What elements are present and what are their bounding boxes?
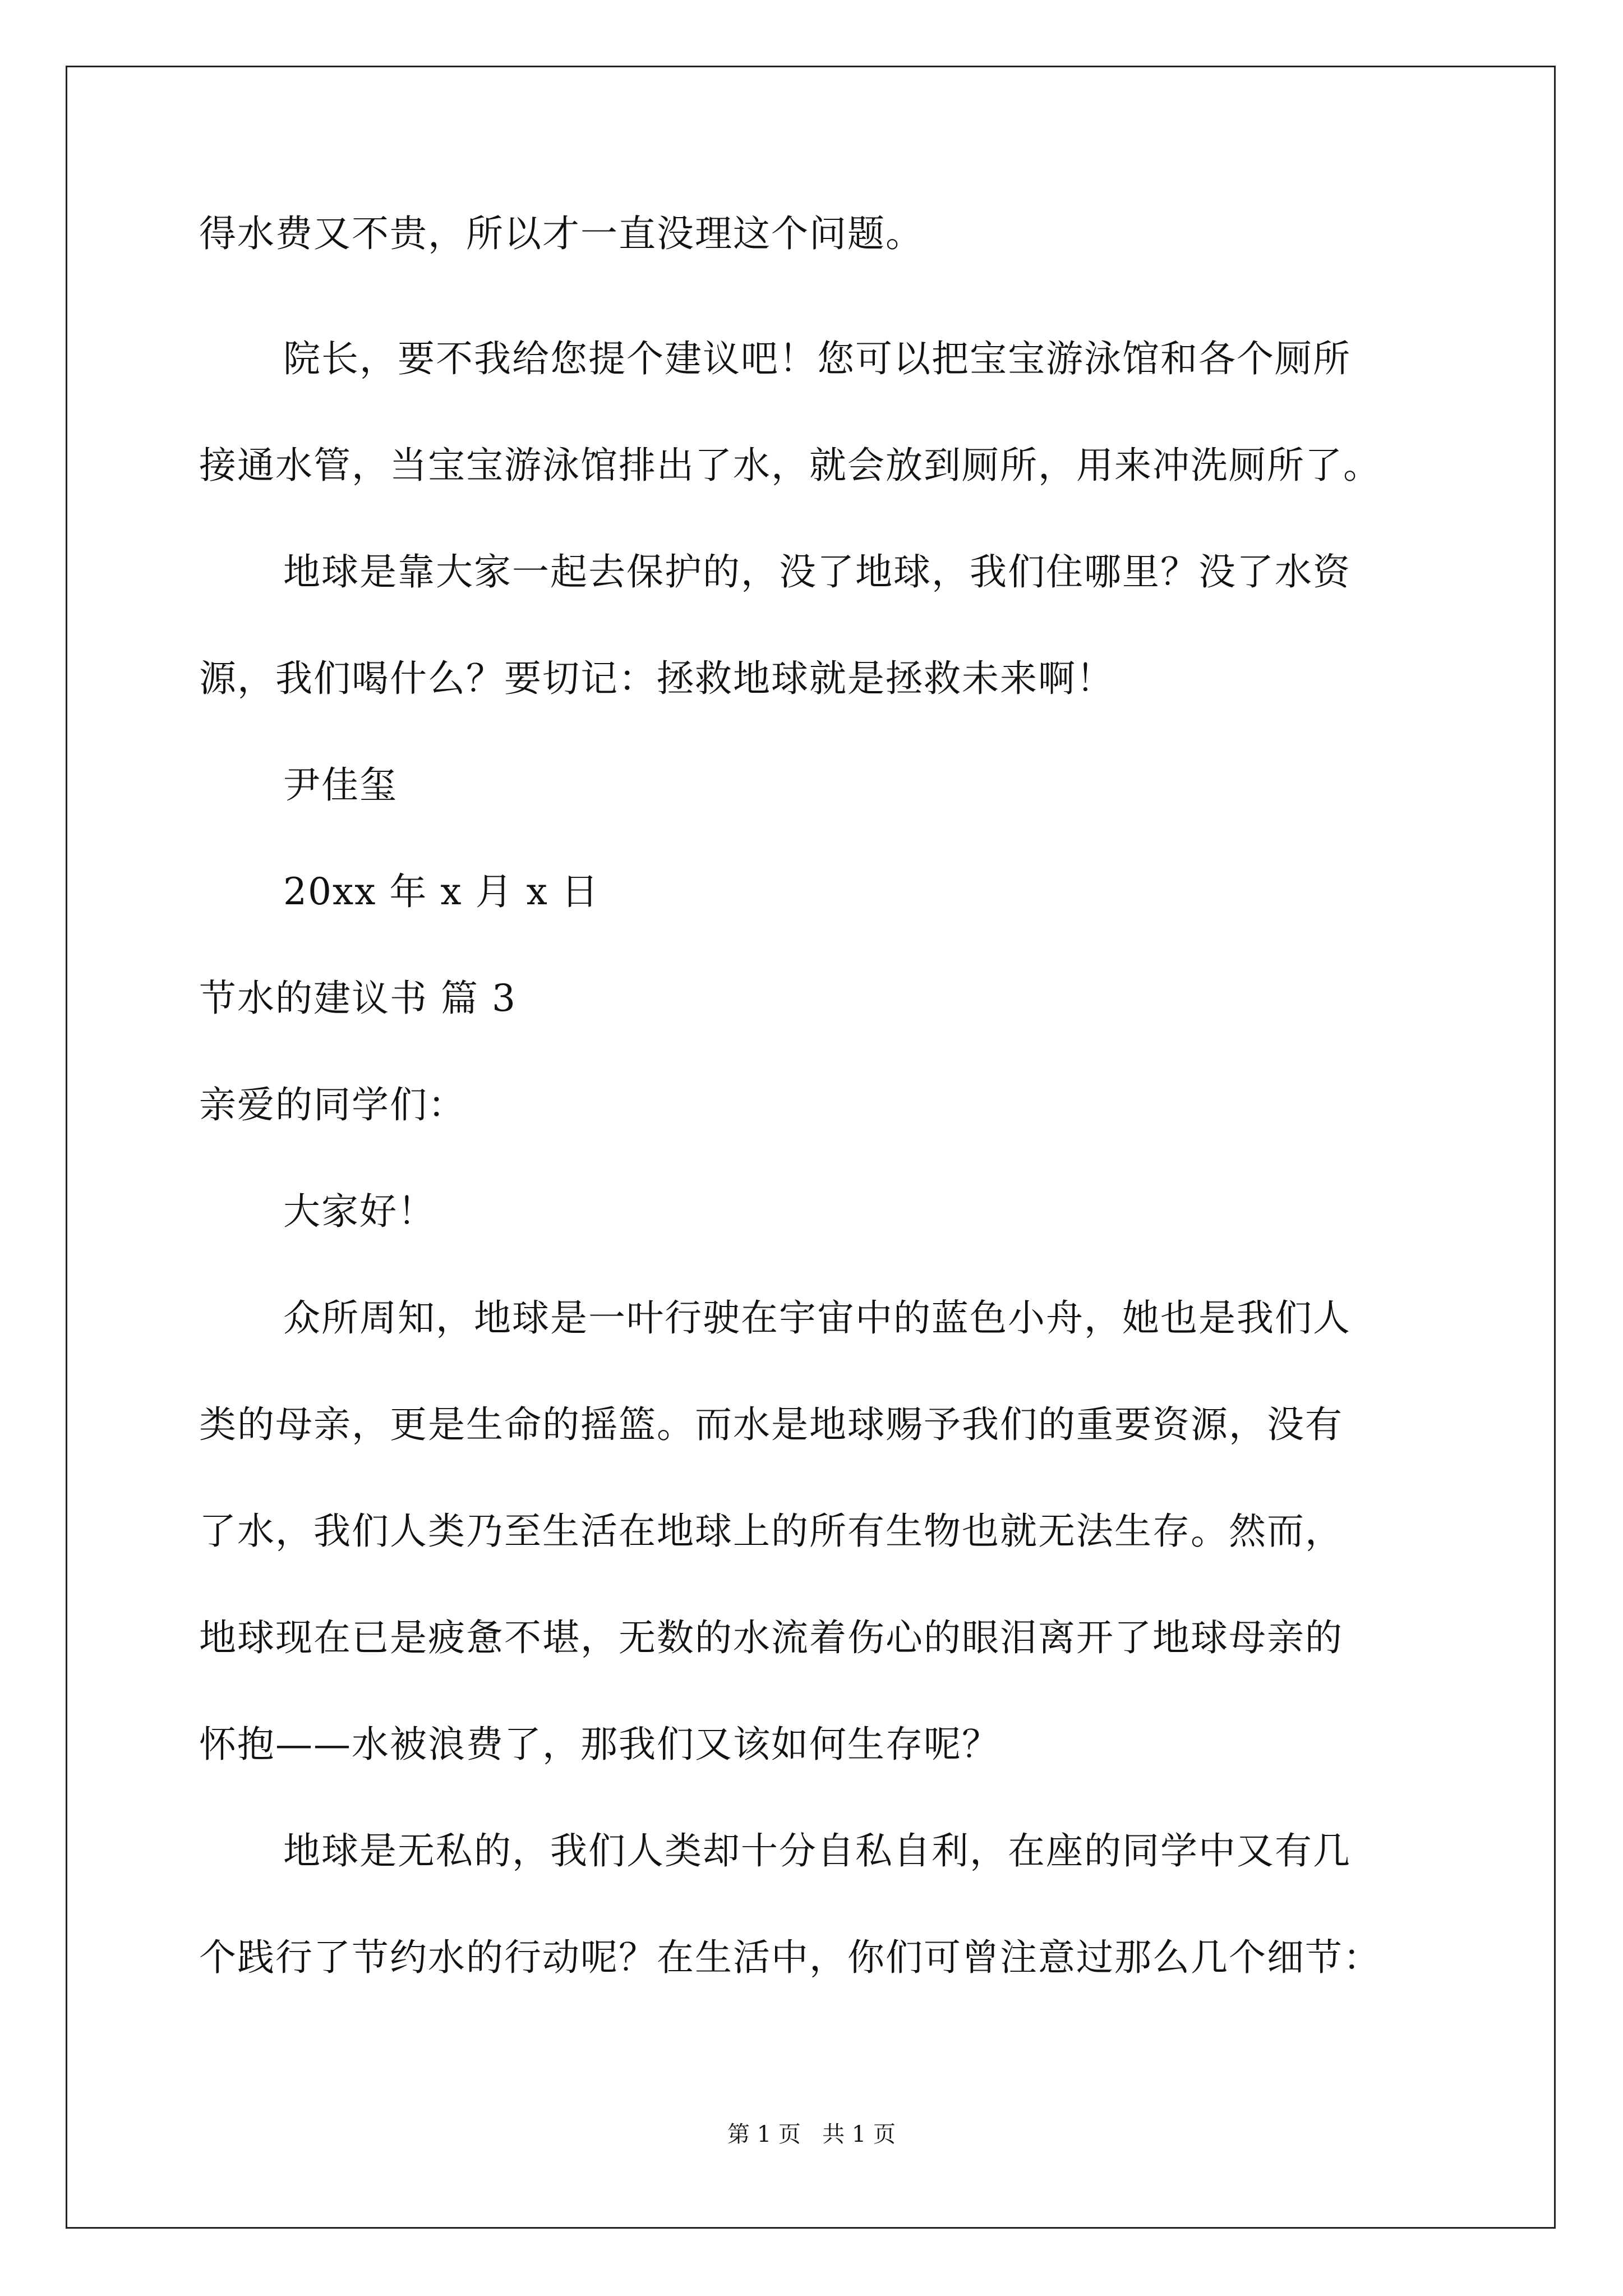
signature-name: 尹佳玺	[283, 763, 398, 807]
body-line-6: 众所周知，地球是一叶行驶在宇宙中的蓝色小舟，她也是我们人	[283, 1296, 1351, 1340]
page-number-footer: 第 1 页 共 1 页	[727, 2122, 896, 2147]
page-border	[66, 66, 1556, 2229]
body-line-7: 类的母亲，更是生命的摇篮。而水是地球赐予我们的重要资源，没有	[199, 1403, 1343, 1446]
body-line-4: 地球是靠大家一起去保护的，没了地球，我们住哪里？没了水资	[283, 550, 1351, 593]
body-line-3: 接通水管，当宝宝游泳馆排出了水，就会放到厕所，用来冲洗厕所了。	[199, 444, 1381, 487]
body-line-1: 得水费又不贵，所以才一直没理这个问题。	[199, 212, 924, 255]
salutation: 亲爱的同学们：	[199, 1083, 466, 1126]
section-heading: 节水的建议书 篇 3	[199, 977, 517, 1020]
body-line-12: 个践行了节约水的行动呢？在生活中，你们可曾注意过那么几个细节：	[199, 1936, 1381, 1979]
body-line-11: 地球是无私的，我们人类却十分自私自利，在座的同学中又有几	[283, 1829, 1351, 1872]
body-line-5: 源，我们喝什么？要切记：拯救地球就是拯救未来啊！	[199, 657, 1114, 700]
greeting: 大家好！	[283, 1190, 436, 1233]
body-line-2: 院长，要不我给您提个建议吧！您可以把宝宝游泳馆和各个厕所	[283, 337, 1351, 380]
body-line-8: 了水，我们人类乃至生活在地球上的所有生物也就无法生存。然而，	[199, 1510, 1343, 1553]
body-line-9: 地球现在已是疲惫不堪，无数的水流着伤心的眼泪离开了地球母亲的	[199, 1616, 1343, 1659]
signature-date: 20xx 年 x 月 x 日	[283, 870, 600, 913]
body-line-10: 怀抱——水被浪费了，那我们又该如何生存呢？	[199, 1723, 1000, 1766]
